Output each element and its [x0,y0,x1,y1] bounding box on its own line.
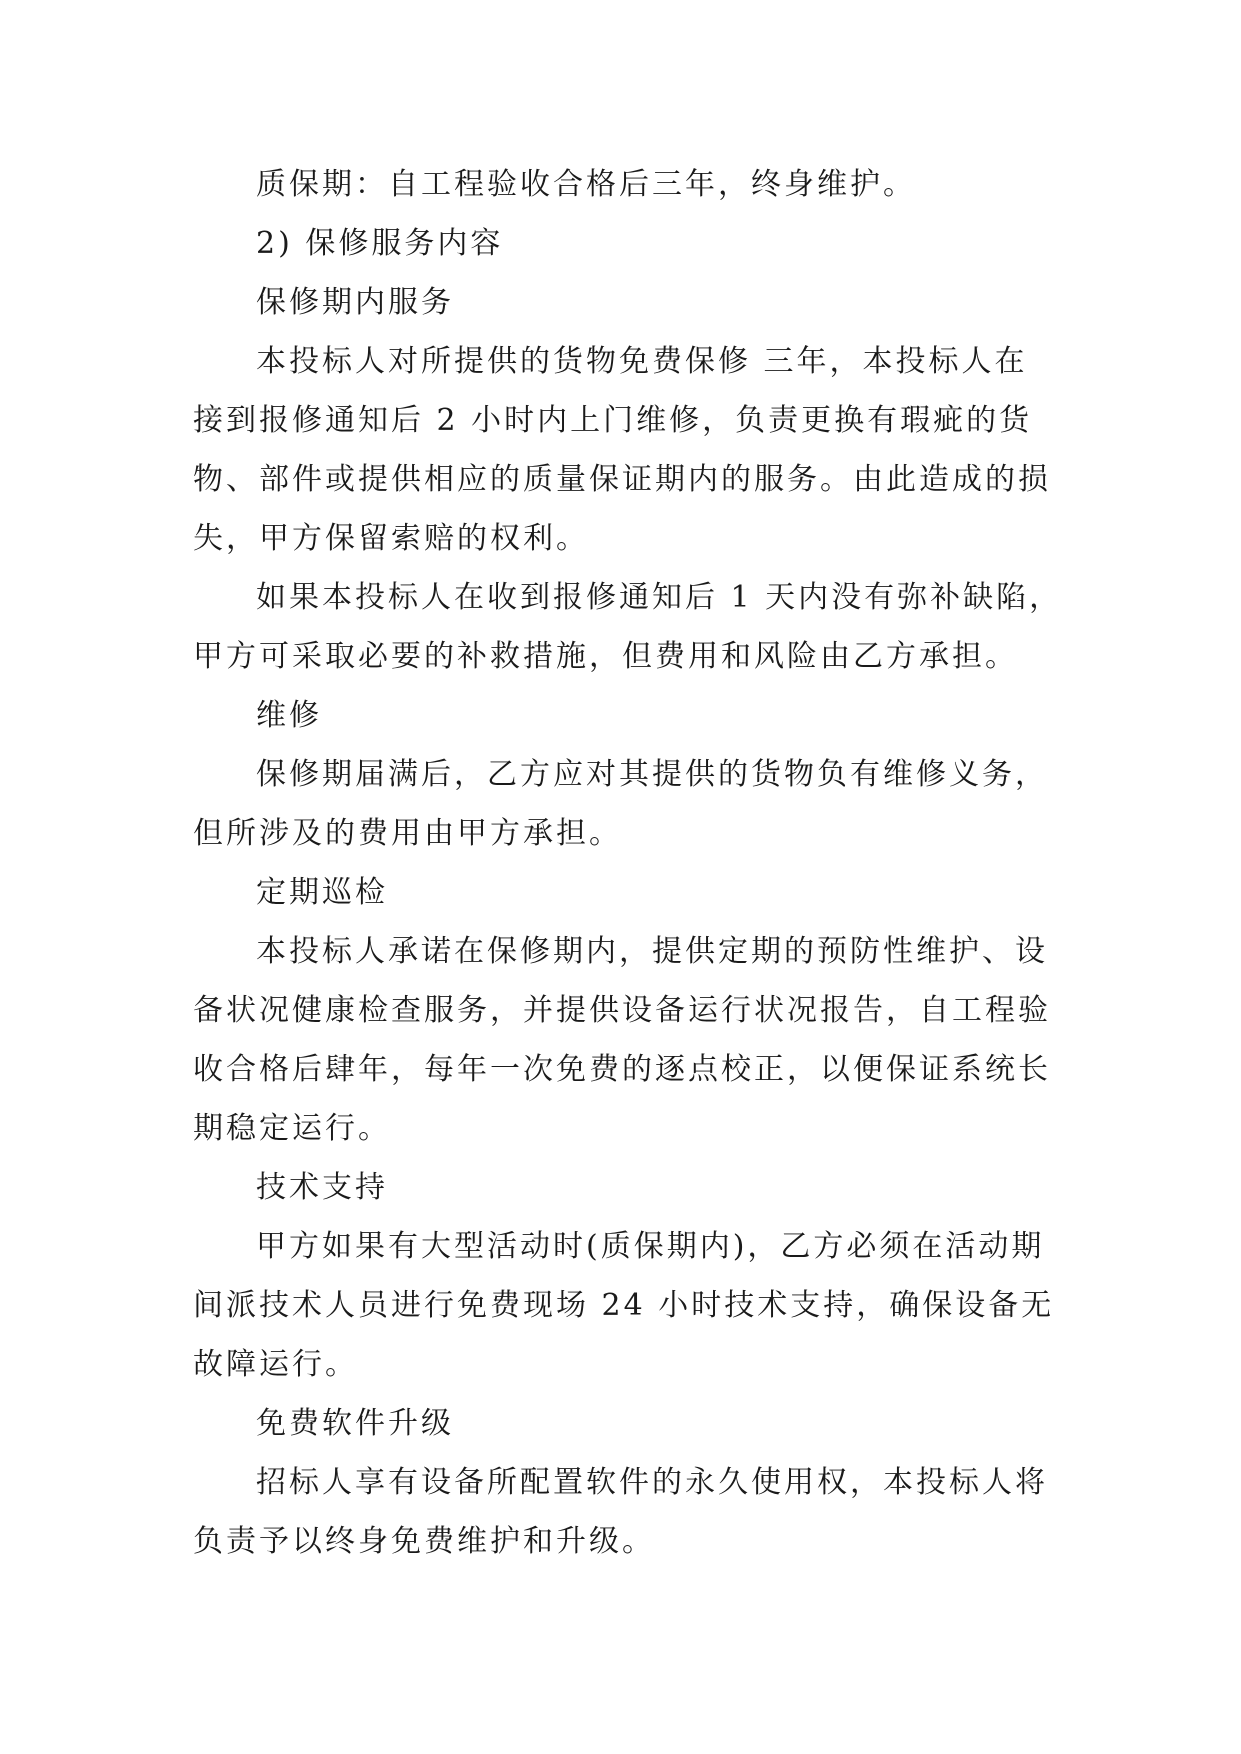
paragraph-line: 物、部件或提供相应的质量保证期内的服务。由此造成的损 [193,462,1051,497]
paragraph-line: 招标人享有设备所配置软件的永久使用权，本投标人将 [256,1465,1048,1500]
subsection-heading: 技术支持 [256,1170,388,1205]
paragraph-line: 但所涉及的费用由甲方承担。 [193,816,622,851]
paragraph-line: 如果本投标人在收到报修通知后 1 天内没有弥补缺陷， [256,580,1063,615]
paragraph-line: 甲方可采取必要的补救措施，但费用和风险由乙方承担。 [193,639,1018,674]
paragraph-line: 本投标人承诺在保修期内，提供定期的预防性维护、设 [256,934,1048,969]
paragraph-line: 期稳定运行。 [193,1111,391,1146]
paragraph-line: 故障运行。 [193,1347,358,1382]
subsection-heading: 定期巡检 [256,875,388,910]
paragraph-line: 接到报修通知后 2 小时内上门维修，负责更换有瑕疵的货 [193,403,1033,438]
subsection-heading: 保修期内服务 [256,285,454,320]
paragraph-line: 甲方如果有大型活动时(质保期内)，乙方必须在活动期 [256,1229,1045,1264]
paragraph-line: 间派技术人员进行免费现场 24 小时技术支持，确保设备无 [193,1288,1055,1323]
subsection-heading: 维修 [256,698,322,733]
paragraph-line: 失，甲方保留索赔的权利。 [193,521,589,556]
paragraph-line: 保修期届满后，乙方应对其提供的货物负有维修义务， [256,757,1048,792]
paragraph-line: 负责予以终身免费维护和升级。 [193,1524,655,1559]
section-heading: 2) 保修服务内容 [256,226,504,261]
subsection-heading: 免费软件升级 [256,1406,454,1441]
paragraph-line: 本投标人对所提供的货物免费保修 三年，本投标人在 [256,344,1028,379]
warranty-period-line: 质保期：自工程验收合格后三年，终身维护。 [256,167,916,202]
paragraph-line: 备状况健康检查服务，并提供设备运行状况报告，自工程验 [193,993,1051,1028]
paragraph-line: 收合格后肆年，每年一次免费的逐点校正，以便保证系统长 [193,1052,1051,1087]
